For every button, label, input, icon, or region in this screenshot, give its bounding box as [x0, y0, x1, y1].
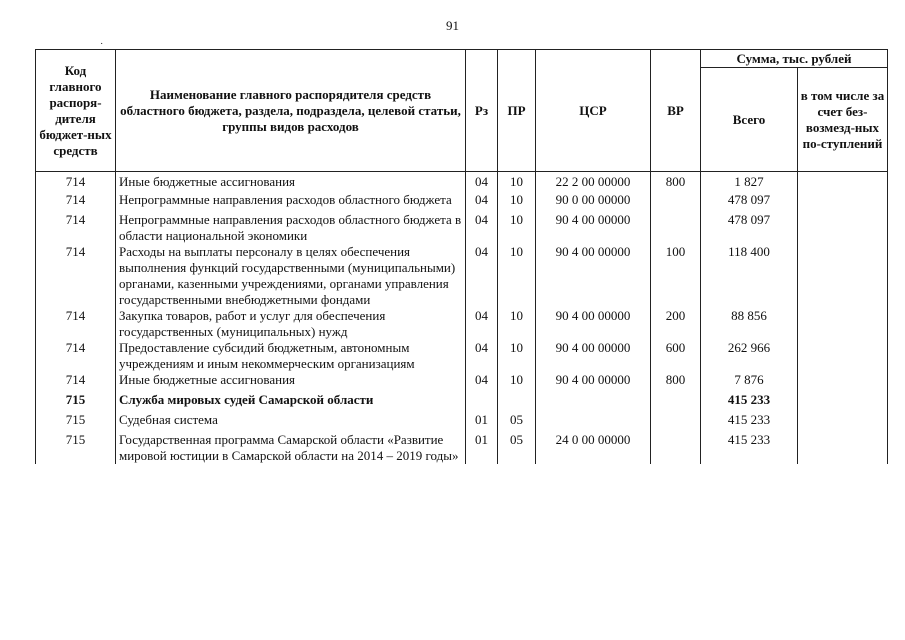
- cell-code: 714: [36, 244, 116, 308]
- scan-speck: ˙: [100, 42, 104, 53]
- cell-code: 715: [36, 412, 116, 432]
- cell-total: 478 097: [701, 192, 798, 212]
- cell-name: Непрограммные направления расходов областного бюджета: [116, 192, 466, 212]
- cell-csr: 90 4 00 00000: [536, 244, 651, 308]
- header-name: Наименование главного распорядителя средств областного бюджета, раздела, подраздела, целевой статьи, группы видов расходов: [116, 50, 466, 172]
- cell-total: 118 400: [701, 244, 798, 308]
- table-row: [36, 392, 888, 412]
- cell-grants: [798, 340, 888, 372]
- cell-rz: 01: [466, 412, 498, 432]
- cell-total: 1 827: [701, 172, 798, 192]
- cell-rz: 01: [466, 432, 498, 464]
- cell-pr: 10: [498, 308, 536, 340]
- cell-rz: 04: [466, 212, 498, 244]
- cell-rz: 04: [466, 372, 498, 392]
- cell-code: 714: [36, 192, 116, 212]
- cell-grants: [798, 308, 888, 340]
- cell-name: Предоставление субсидий бюджетным, автономным учреждениям и иным некоммерческим организациям: [116, 340, 466, 372]
- cell-grants: [798, 412, 888, 432]
- cell-total: 262 966: [701, 340, 798, 372]
- cell-grants: [798, 372, 888, 392]
- cell-code: 715: [36, 392, 116, 412]
- cell-pr: 10: [498, 212, 536, 244]
- cell-vr: 200: [651, 308, 701, 340]
- cell-pr: 10: [498, 340, 536, 372]
- cell-vr: [651, 212, 701, 244]
- cell-total: 88 856: [701, 308, 798, 340]
- table-row: [36, 212, 888, 244]
- cell-rz: 04: [466, 172, 498, 192]
- table-row: [36, 432, 888, 464]
- cell-total: 415 233: [701, 432, 798, 464]
- header-code: Код главного распоря-дителя бюджет-ных средств: [36, 50, 116, 172]
- cell-pr: 10: [498, 244, 536, 308]
- cell-csr: 90 4 00 00000: [536, 372, 651, 392]
- cell-csr: 24 0 00 00000: [536, 432, 651, 464]
- cell-rz: [466, 392, 498, 412]
- cell-total: 7 876: [701, 372, 798, 392]
- cell-vr: 800: [651, 172, 701, 192]
- cell-grants: [798, 432, 888, 464]
- cell-grants: [798, 212, 888, 244]
- table-row: [36, 192, 888, 212]
- cell-name: Непрограммные направления расходов областного бюджета в области национальной экономики: [116, 212, 466, 244]
- cell-code: 714: [36, 308, 116, 340]
- cell-total: 415 233: [701, 412, 798, 432]
- cell-vr: 100: [651, 244, 701, 308]
- cell-csr: [536, 412, 651, 432]
- cell-code: 714: [36, 172, 116, 192]
- cell-csr: 90 0 00 00000: [536, 192, 651, 212]
- cell-total: 478 097: [701, 212, 798, 244]
- cell-grants: [798, 192, 888, 212]
- cell-code: 715: [36, 432, 116, 464]
- cell-csr: [536, 392, 651, 412]
- cell-grants: [798, 392, 888, 412]
- cell-vr: [651, 412, 701, 432]
- cell-name: Судебная система: [116, 412, 466, 432]
- table-row: [36, 372, 888, 392]
- cell-pr: 10: [498, 172, 536, 192]
- cell-rz: 04: [466, 244, 498, 308]
- cell-name: Служба мировых судей Самарской области: [116, 392, 466, 412]
- cell-csr: 90 4 00 00000: [536, 212, 651, 244]
- cell-vr: 600: [651, 340, 701, 372]
- cell-csr: 90 4 00 00000: [536, 308, 651, 340]
- header-csr: ЦСР: [536, 50, 651, 172]
- page-number: 91: [446, 18, 459, 33]
- cell-code: 714: [36, 212, 116, 244]
- header-sum: Сумма, тыс. рублей: [701, 50, 888, 68]
- cell-vr: [651, 432, 701, 464]
- header-grants: в том числе за счет без-возмезд-ных по-ступлений: [798, 68, 888, 172]
- cell-name: Иные бюджетные ассигнования: [116, 172, 466, 192]
- header-pr: ПР: [498, 50, 536, 172]
- table-row: [36, 244, 888, 308]
- table-row: [36, 172, 888, 192]
- cell-pr: 05: [498, 432, 536, 464]
- cell-name: Закупка товаров, работ и услуг для обеспечения государственных (муниципальных) нужд: [116, 308, 466, 340]
- header-rz: Рз: [466, 50, 498, 172]
- cell-pr: 10: [498, 372, 536, 392]
- cell-rz: 04: [466, 192, 498, 212]
- cell-csr: 90 4 00 00000: [536, 340, 651, 372]
- cell-code: 714: [36, 340, 116, 372]
- cell-name: Иные бюджетные ассигнования: [116, 372, 466, 392]
- table-row: [36, 308, 888, 340]
- header-total: Всего: [701, 68, 798, 172]
- cell-pr: 05: [498, 412, 536, 432]
- cell-rz: 04: [466, 308, 498, 340]
- table-body: [36, 172, 888, 464]
- header-vr: ВР: [651, 50, 701, 172]
- table-row: [36, 340, 888, 372]
- cell-vr: [651, 392, 701, 412]
- budget-table: [35, 49, 888, 464]
- cell-code: 714: [36, 372, 116, 392]
- cell-total: 415 233: [701, 392, 798, 412]
- cell-vr: [651, 192, 701, 212]
- cell-name: Государственная программа Самарской области «Развитие мировой юстиции в Самарской области на 2014 – 2019 годы»: [116, 432, 466, 464]
- cell-csr: 22 2 00 00000: [536, 172, 651, 192]
- table-header: [36, 50, 888, 172]
- cell-pr: 10: [498, 192, 536, 212]
- cell-vr: 800: [651, 372, 701, 392]
- cell-pr: [498, 392, 536, 412]
- cell-grants: [798, 244, 888, 308]
- cell-rz: 04: [466, 340, 498, 372]
- table-row: [36, 412, 888, 432]
- cell-grants: [798, 172, 888, 192]
- cell-name: Расходы на выплаты персоналу в целях обеспечения выполнения функций государственными (муниципальными) органами, казенными учреждениями, органами управления государственными внебюджетными фондами: [116, 244, 466, 308]
